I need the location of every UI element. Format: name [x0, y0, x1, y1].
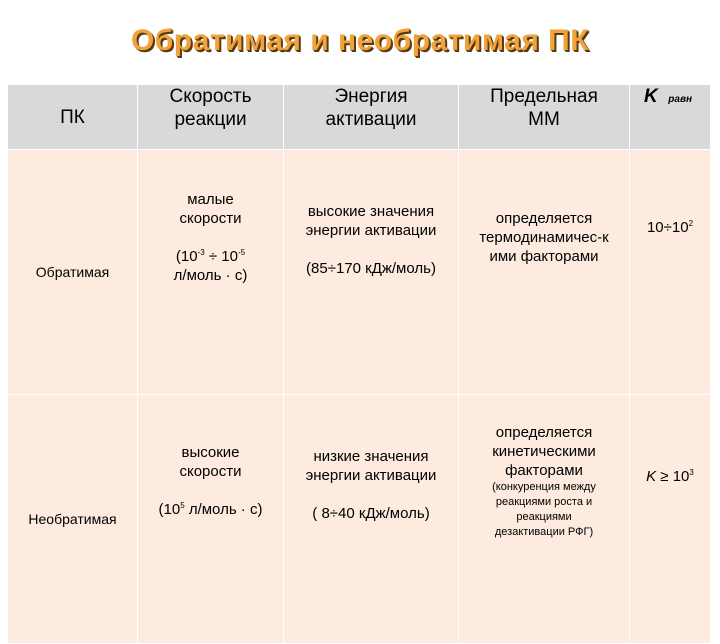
speed-range: ($10^5$ л/моль · с): [158, 501, 263, 518]
table-row: [8, 395, 711, 644]
cell-mm-reversible: определяется термодинамичес-к ими факторами: [459, 150, 630, 395]
cell-speed-reversible: малые скорости ($10^{-3} \div 10^{-5}$ л/моль · с): [138, 150, 284, 395]
header-k-eq: K равн: [630, 85, 711, 150]
cell-speed-irreversible: высокие скорости ($10^5$ л/моль · с): [138, 395, 284, 644]
cell-k-reversible: $10\div 10^2$: [630, 150, 711, 395]
row-label-reversible: Обратимая: [8, 150, 138, 395]
header-limit-mm: Предельная ММ: [459, 85, 630, 150]
table-row: [8, 150, 711, 395]
header-pk: ПК: [8, 85, 138, 150]
cell-energy-reversible: высокие значения энергии активации (85÷170 кДж/моль): [284, 150, 459, 395]
row-label-irreversible: Необратимая: [8, 395, 138, 644]
speed-range: ($10^{-3} \div 10^{-5}$: [175, 248, 246, 265]
cell-mm-irreversible: определяется кинетическими факторами (конкуренция между реакциями роста и реакциями дезактивации РФГ): [459, 395, 630, 644]
header-reaction-speed: Скорость реакции: [138, 85, 284, 150]
cell-energy-irreversible: низкие значения энергии активации ( 8÷40 кДж/моль): [284, 395, 459, 644]
header-activation-energy: Энергия активации: [284, 85, 459, 150]
cell-k-irreversible: $K \ge 10^3$: [630, 395, 711, 644]
comparison-table: [7, 84, 711, 644]
table-header-row: [8, 85, 711, 150]
slide-title: Обратимая и необратимая ПК: [130, 24, 590, 57]
